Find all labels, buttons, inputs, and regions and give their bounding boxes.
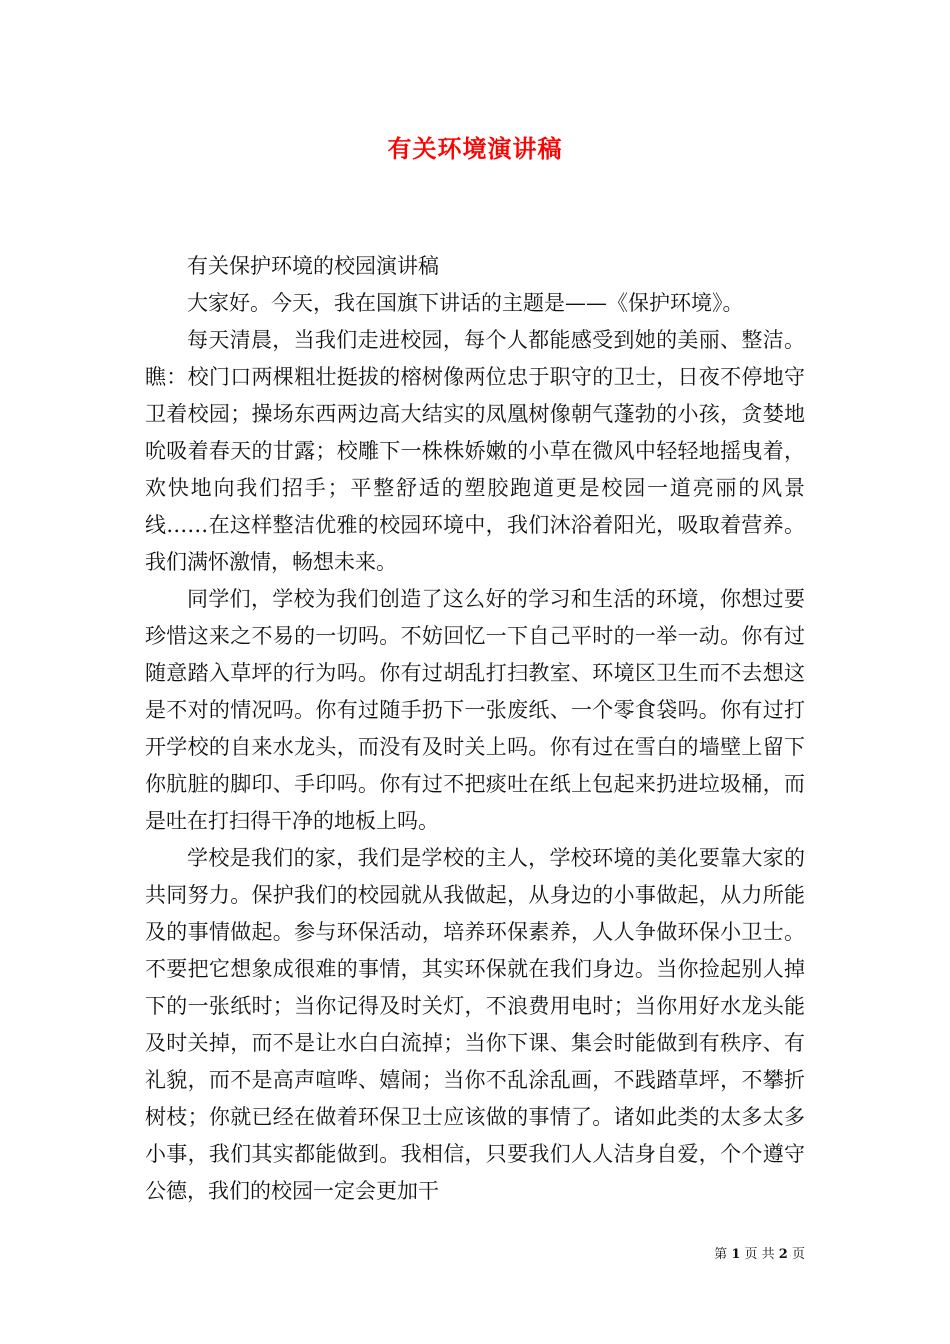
footer-middle: 页 共 <box>744 1247 775 1262</box>
paragraph-reflection-questions: 同学们，学校为我们创造了这么好的学习和生活的环境，你想过要珍惜这来之不易的一切吗。不妨回忆一下自己平时的一举一动。你有过随意踏入草坪的行为吗。你有过胡乱打扫教室、环境区卫生而不去想这是不对的情况吗。你有过随手扔下一张废纸、一个零食袋吗。你有过打开学校的自来水龙头，而没有及时关上吗。你有过在雪白的墙壁上留下你肮脏的脚印、手印吗。你有过不把痰吐在纸上包起来扔进垃圾桶，而是吐在打扫得干净的地板上吗。 <box>145 587 805 833</box>
page-number-footer <box>0 1246 805 1264</box>
document-title: 有关环境演讲稿 <box>387 134 563 163</box>
footer-suffix: 页 <box>791 1247 805 1262</box>
paragraph-subtitle: 有关保护环境的校园演讲稿 <box>187 254 439 278</box>
total-page-number: 2 <box>778 1247 788 1262</box>
current-page-number: 1 <box>731 1247 741 1262</box>
paragraph-call-to-action: 学校是我们的家，我们是学校的主人，学校环境的美化要靠大家的共同努力。保护我们的校园就从我做起，从身边的小事做起，从力所能及的事情做起。参与环保活动，培养环保素养，人人争做环保小卫士。不要把它想象成很难的事情，其实环保就在我们身边。当你捡起别人掉下的一张纸时；当你记得及时关灯，不浪费用电时；当你用好水龙头能及时关掉，而不是让水白白流掉；当你下课、集会时能做到有秩序、有礼貌，而不是高声喧哗、嬉闹；当你不乱涂乱画，不践踏草坪，不攀折树枝；你就已经在做着环保卫士应该做的事情了。诸如此类的太多太多小事，我们其实都能做到。我相信，只要我们人人洁身自爱，个个遵守公德，我们的校园一定会更加干 <box>145 846 805 1203</box>
paragraph-campus-description: 每天清晨，当我们走进校园，每个人都能感受到她的美丽、整洁。瞧：校门口两棵粗壮挺拔的榕树像两位忠于职守的卫士，日夜不停地守卫着校园；操场东西两边高大结实的凤凰树像朝气蓬勃的小孩，贪婪地吮吸着春天的甘露；校雕下一株株娇嫩的小草在微风中轻轻地摇曳着，欢快地向我们招手；平整舒适的塑胶跑道更是校园一道亮丽的风景线……在这样整洁优雅的校园环境中，我们沐浴着阳光，吸取着营养。我们满怀激情，畅想未来。 <box>145 328 805 574</box>
footer-prefix: 第 <box>714 1247 728 1262</box>
paragraph-greeting: 大家好。今天，我在国旗下讲话的主题是——《保护环境》。 <box>187 291 744 315</box>
document-body <box>145 248 805 1210</box>
